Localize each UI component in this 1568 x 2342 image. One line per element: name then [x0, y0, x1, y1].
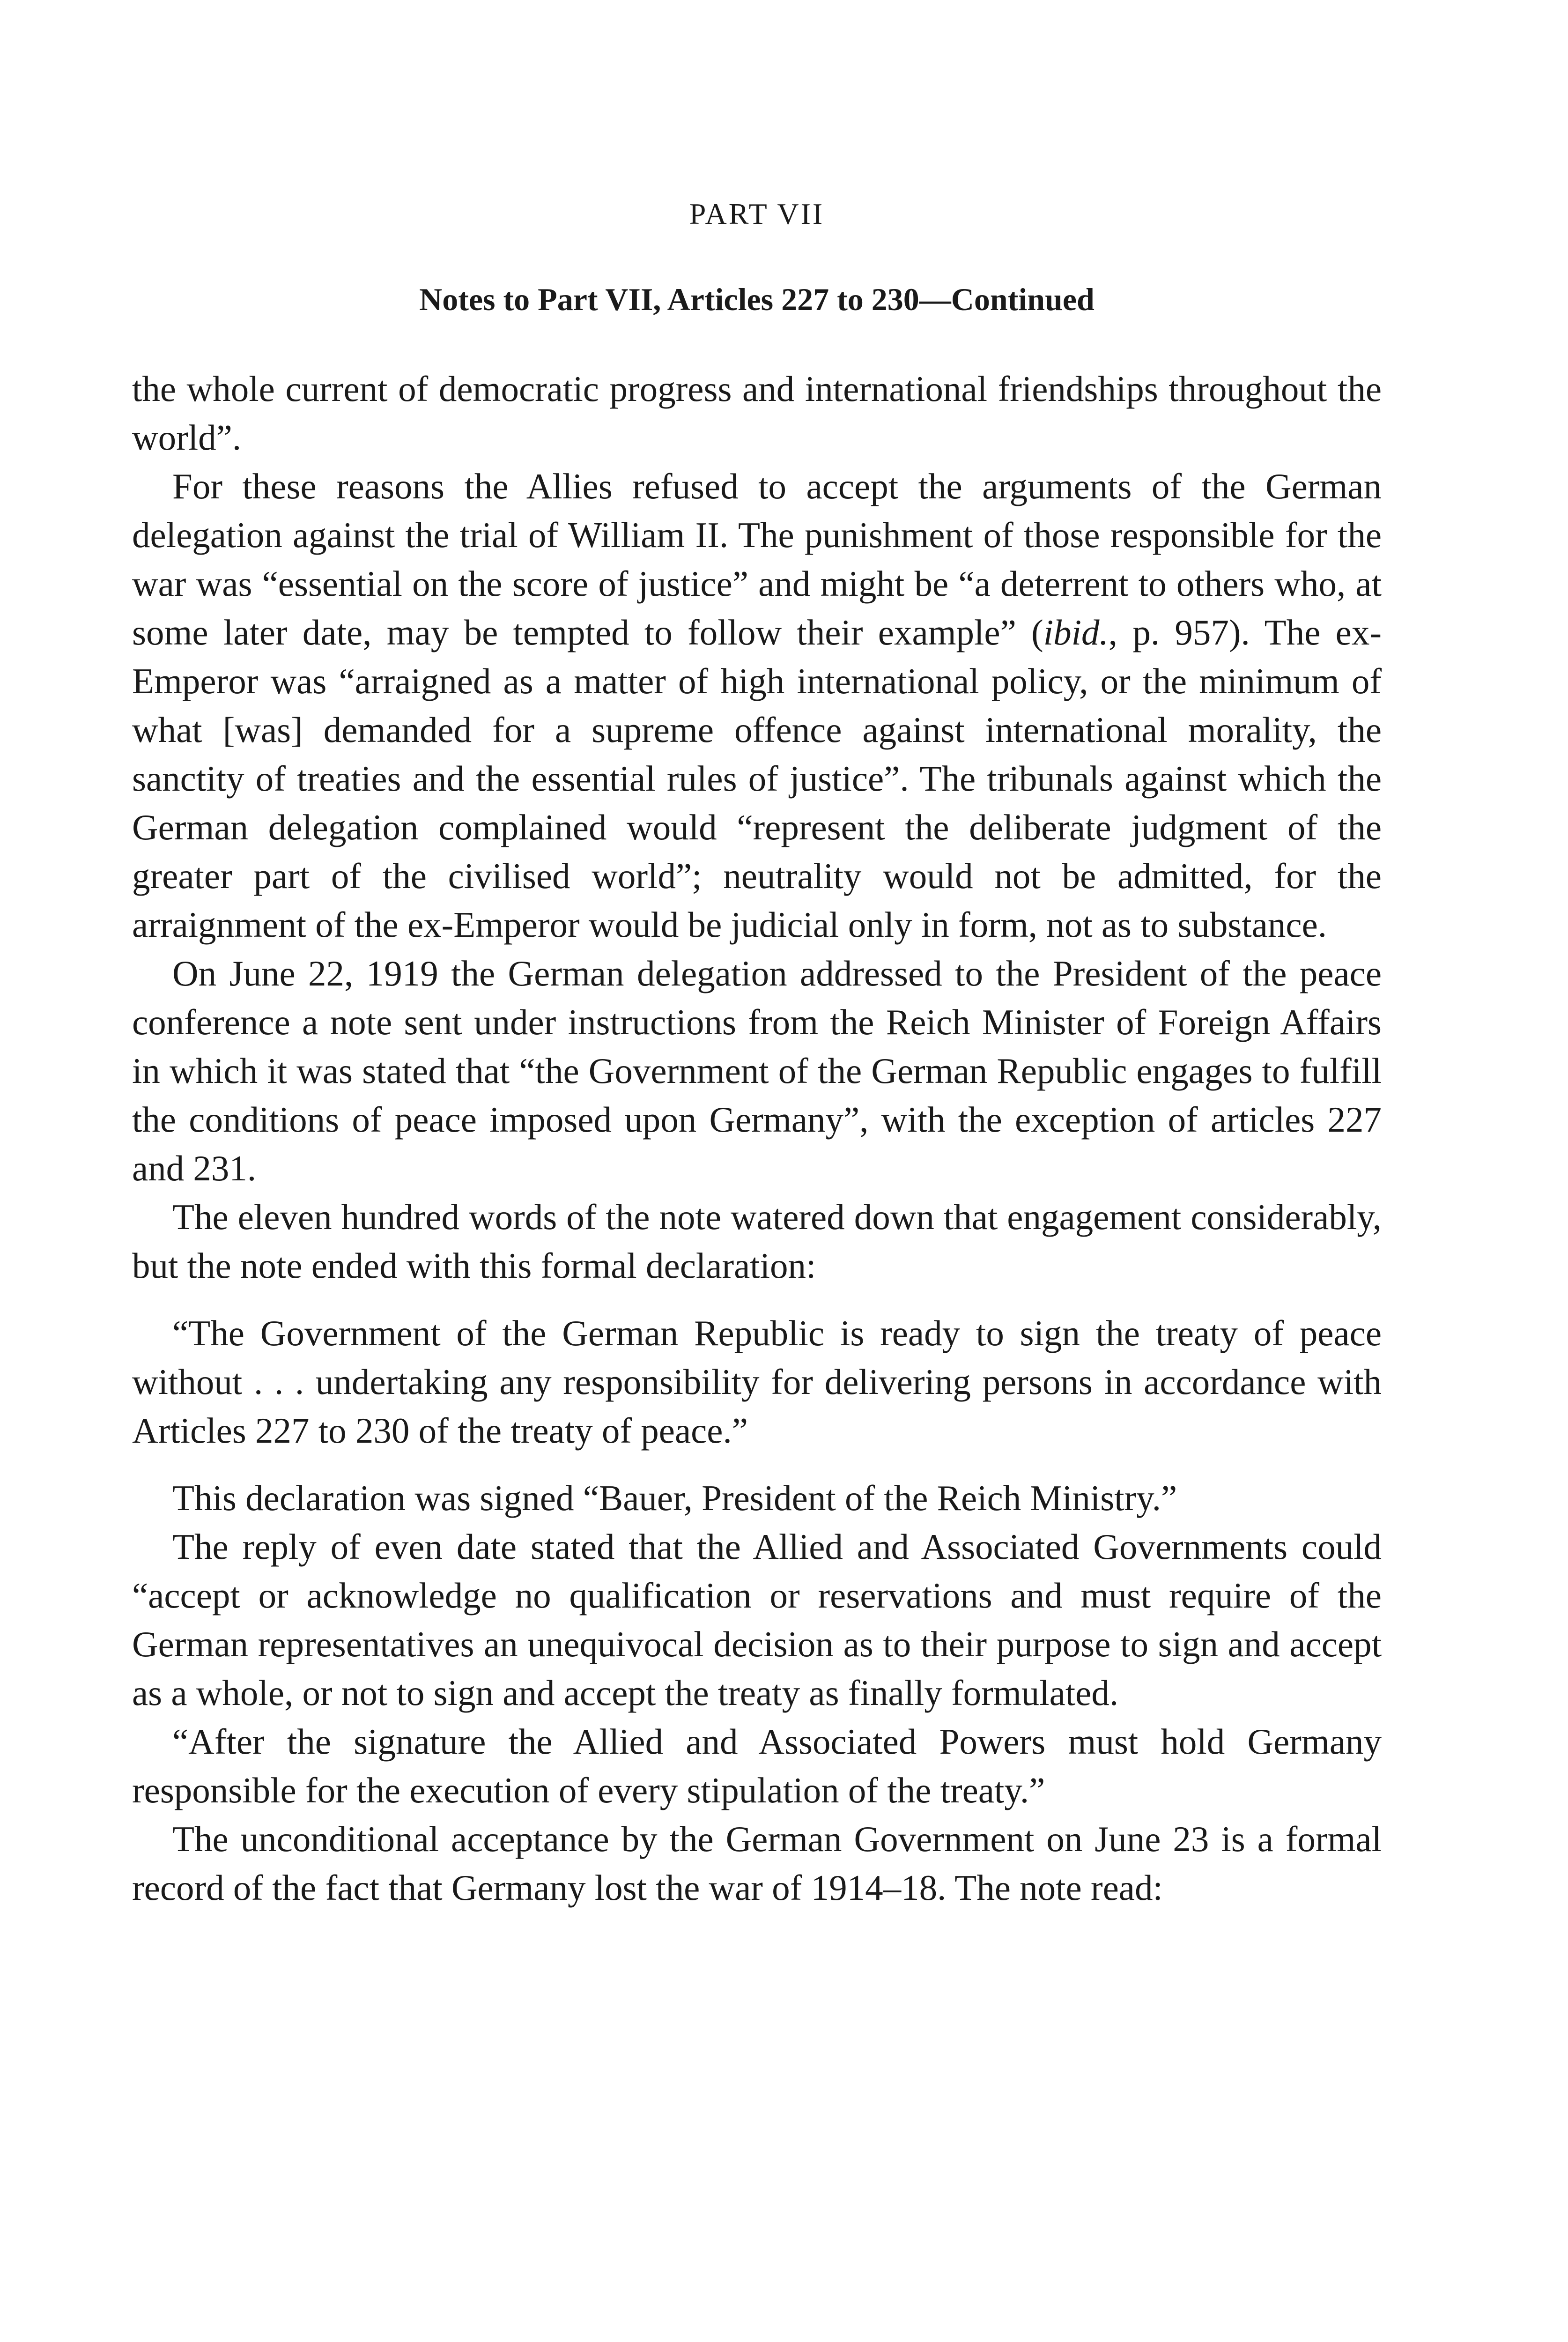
paragraph-allies-refused	[132, 462, 1382, 949]
ibid-citation: ibid.	[1043, 612, 1109, 652]
paragraph-after-signature: “After the signature the Allied and Associated Powers must hold Germany responsible for the execution of every stipulation of the treaty.”	[132, 1721, 1382, 1810]
section-subhead: Notes to Part VII, Articles 227 to 230—Continued	[419, 282, 1095, 317]
paragraph-text: For these reasons the Allies refused to accept the arguments of the German delegation against the trial of William II. The punishment of those responsible for the war was “essential on the score of justice” and might be “a deterrent to others who, at some later date, may be tempted to follow their example” (	[132, 466, 1382, 652]
paragraph-unconditional-acceptance: The unconditional acceptance by the German Government on June 23 is a formal record of the fact that Germany lost the war of 1914–18. The note read:	[132, 1819, 1382, 1908]
paragraph-june-22-note: On June 22, 1919 the German delegation addressed to the President of the peace conference a note sent under instructions from the Reich Minister of Foreign Affairs in which it was stated that “the Government of the German Republic engages to fulfill the conditions of peace imposed upon Germany”, with the exception of articles 227 and 231.	[132, 953, 1382, 1188]
body-text	[132, 364, 1382, 1912]
paragraph-continued: the whole current of democratic progress and international friendships throughout the world”.	[132, 369, 1382, 458]
paragraph-reply: The reply of even date stated that the Allied and Associated Governments could “accept or acknowledge no qualification or reservations and must require of the German representatives an unequivocal decision as to their purpose to sign and accept as a whole, or not to sign and accept the treaty as finally formulated.	[132, 1527, 1382, 1713]
paragraph-text: , p. 957). The ex-Emperor was “arraigned as a matter of high international policy, or the minimum of what [was] demanded for a supreme offence against international morality, the sanctity of treaties and the essential rules of justice”. The tribunals against which the German delegation complained would “represent the deliberate judgment of the greater part of the civilised world”; neutrality would not be admitted, for the arraignment of the ex-Emperor would be judicial only in form, not as to substance.	[132, 612, 1382, 945]
document-page	[132, 0, 1382, 2342]
running-head: PART VII	[689, 197, 825, 230]
paragraph-eleven-hundred-words: The eleven hundred words of the note watered down that engagement considerably, but the note ended with this formal declaration:	[132, 1197, 1382, 1286]
paragraph-declaration-signed: This declaration was signed “Bauer, President of the Reich Ministry.”	[172, 1478, 1177, 1518]
block-quote-declaration: “The Government of the German Republic is ready to sign the treaty of peace without . . . undertaking any responsibility for delivering persons in accordance with Articles 227 to 230 of the treaty of peace.”	[132, 1313, 1382, 1451]
